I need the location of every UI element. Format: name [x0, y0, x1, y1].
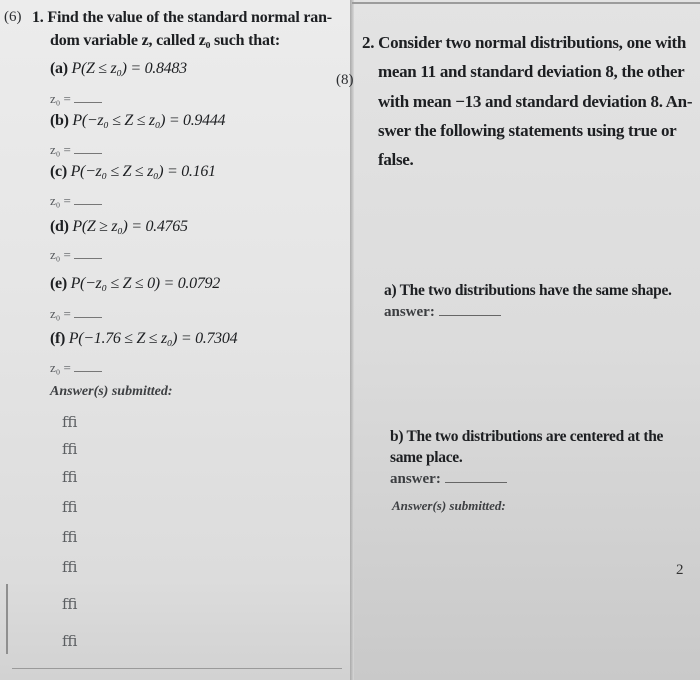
part-d: (d) P(Z ≥ z₀) = 0.4765: [50, 218, 188, 235]
part-b-answer-field[interactable]: z₀ =: [50, 142, 102, 158]
statement-b-answer-field[interactable]: answer:: [390, 471, 507, 488]
submitted-mark-8: ﬃ: [62, 634, 78, 650]
part-f-answer-field[interactable]: z₀ =: [50, 360, 102, 376]
submitted-mark-5: ﬃ: [62, 530, 78, 546]
part-a-answer-field[interactable]: z₀ =: [50, 91, 102, 107]
statement-b-line1: b) The two distributions are centered at the: [390, 428, 664, 445]
q1-answers-submitted-label: Answer(s) submitted:: [50, 384, 173, 399]
statement-a-answer-field[interactable]: answer:: [384, 304, 501, 321]
part-d-answer-field[interactable]: z₀ =: [50, 247, 102, 263]
submitted-mark-2: ﬃ: [62, 442, 78, 458]
submitted-mark-3: ﬃ: [62, 470, 78, 486]
submitted-mark-6: ﬃ: [62, 560, 78, 576]
q2-answers-submitted-label: Answer(s) submitted:: [392, 498, 506, 513]
q1-points: (6): [4, 9, 22, 25]
q2-prompt-line5: false.: [378, 150, 414, 169]
part-e: (e) P(−z₀ ≤ Z ≤ 0) = 0.0792: [50, 275, 220, 292]
statement-b-line2: same place.: [390, 449, 463, 466]
q1-prompt-line1: 1. Find the value of the standard normal ran-: [32, 9, 332, 26]
right-top-rule: [352, 2, 700, 4]
part-f: (f) P(−1.76 ≤ Z ≤ z₀) = 0.7304: [50, 330, 238, 347]
q2-prompt-line4: swer the following statements using true or: [378, 121, 677, 140]
q2-points: (8): [336, 72, 354, 88]
bottom-rule: [12, 668, 342, 669]
left-margin-bar: [6, 584, 8, 654]
q2-prompt-line1: 2. Consider two normal distributions, one with: [362, 33, 687, 52]
q2-prompt-line3: with mean −13 and standard deviation 8. An-: [378, 92, 693, 111]
part-a: (a) P(Z ≤ z₀) = 0.8483: [50, 60, 187, 77]
submitted-mark-1: ﬃ: [62, 415, 78, 431]
submitted-mark-4: ﬃ: [62, 500, 78, 516]
page-fold: [350, 0, 354, 680]
part-c-answer-field[interactable]: z₀ =: [50, 193, 102, 209]
part-e-answer-field[interactable]: z₀ =: [50, 306, 102, 322]
q1-prompt-line2: dom variable z, called z₀ such that:: [50, 32, 281, 49]
statement-a: a) The two distributions have the same shape.: [384, 282, 672, 299]
part-c: (c) P(−z₀ ≤ Z ≤ z₀) = 0.161: [50, 163, 216, 180]
submitted-mark-7: ﬃ: [62, 597, 78, 613]
part-b: (b) P(−z₀ ≤ Z ≤ z₀) = 0.9444: [50, 112, 226, 129]
page-number: 2: [676, 562, 684, 578]
q2-prompt-line2: mean 11 and standard deviation 8, the other: [378, 62, 685, 81]
